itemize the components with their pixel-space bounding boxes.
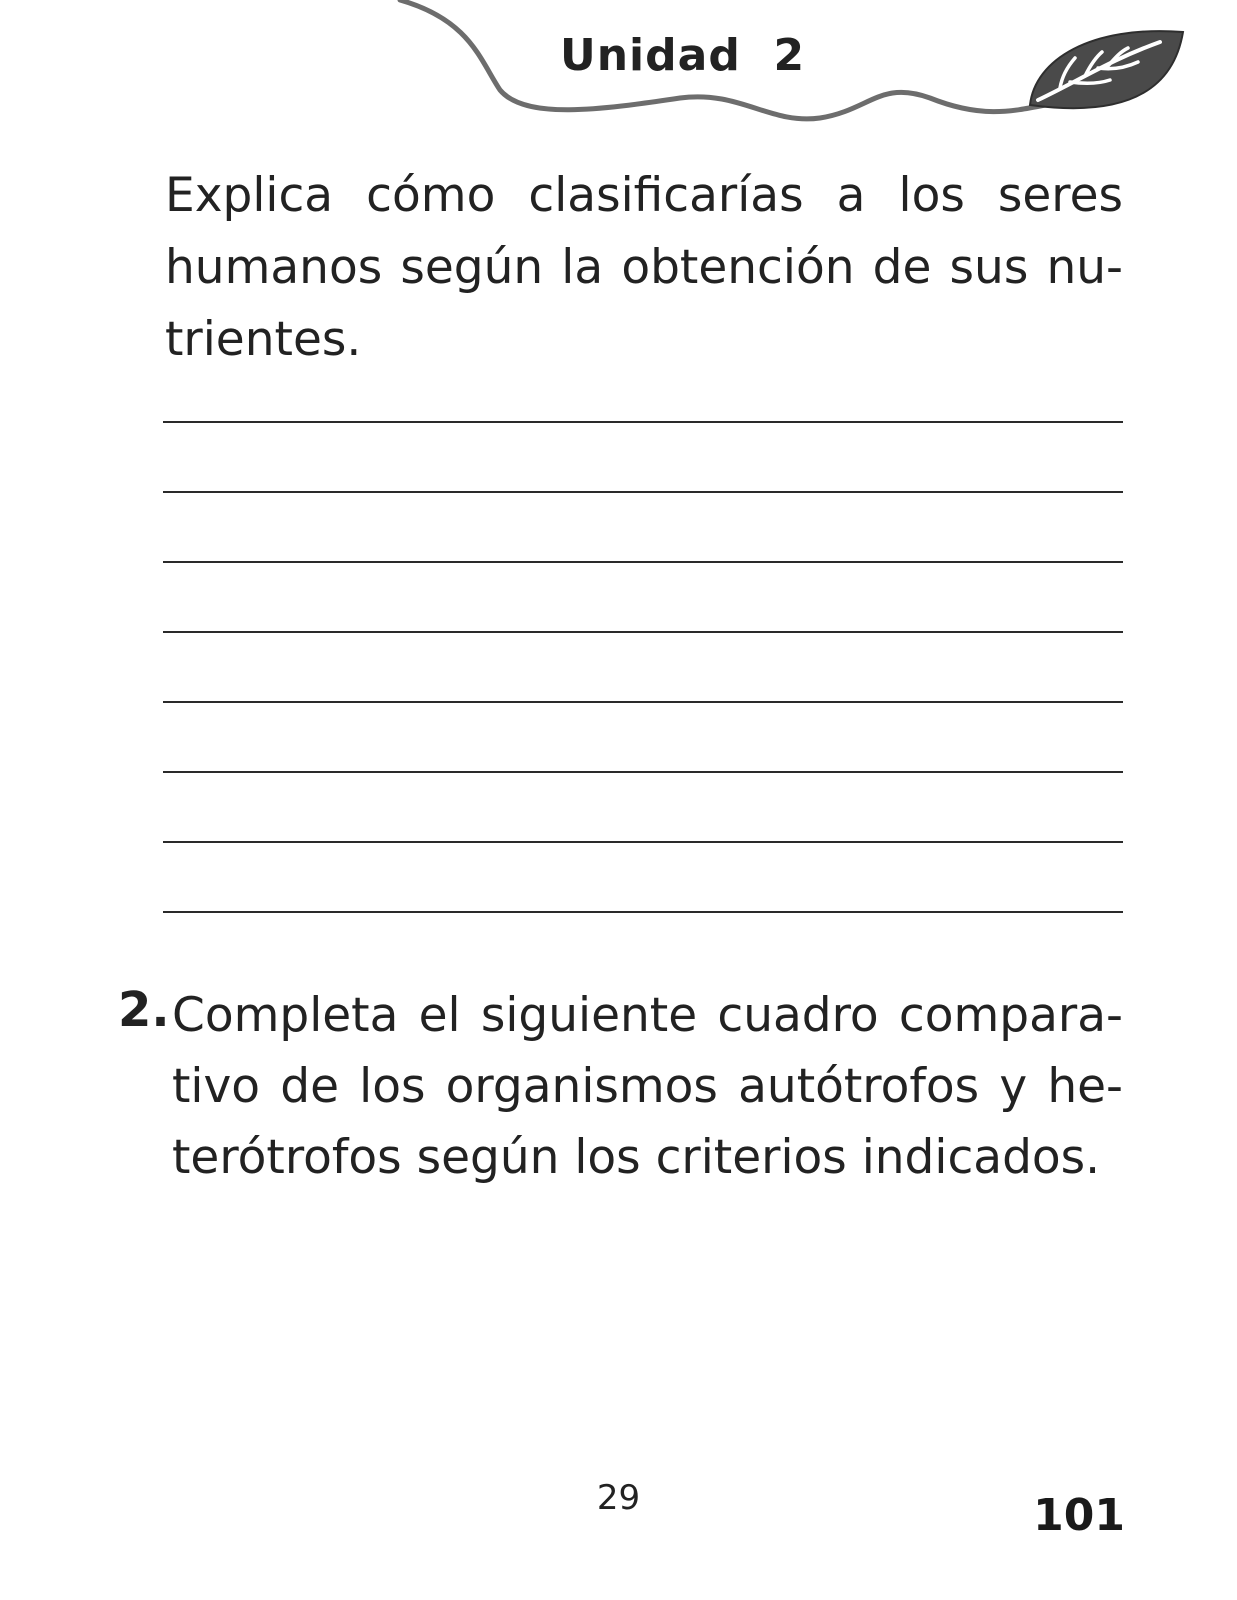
answer-lines — [163, 421, 1123, 981]
question-2-number: 2. — [118, 982, 170, 1038]
page-number: 101 — [1033, 1490, 1125, 1541]
center-page-number: 29 — [596, 1478, 641, 1518]
answer-line[interactable] — [163, 631, 1123, 633]
question-1-prompt: Explica cómo clasificarías a los seres humanos según la obtención de sus nu-trientes. — [165, 168, 1123, 367]
answer-line[interactable] — [163, 491, 1123, 493]
answer-line[interactable] — [163, 771, 1123, 773]
answer-line[interactable] — [163, 841, 1123, 843]
answer-line[interactable] — [163, 561, 1123, 563]
answer-line[interactable] — [163, 421, 1123, 423]
unit-title: Unidad 2 — [560, 30, 806, 81]
leaf-icon — [1030, 31, 1183, 108]
question-2-text: Completa el siguiente cuadro compara-tivo de los organismos autótrofos y he-terótrofos según los criterios indicados. — [172, 988, 1123, 1185]
answer-line[interactable] — [163, 701, 1123, 703]
answer-line[interactable] — [163, 911, 1123, 913]
